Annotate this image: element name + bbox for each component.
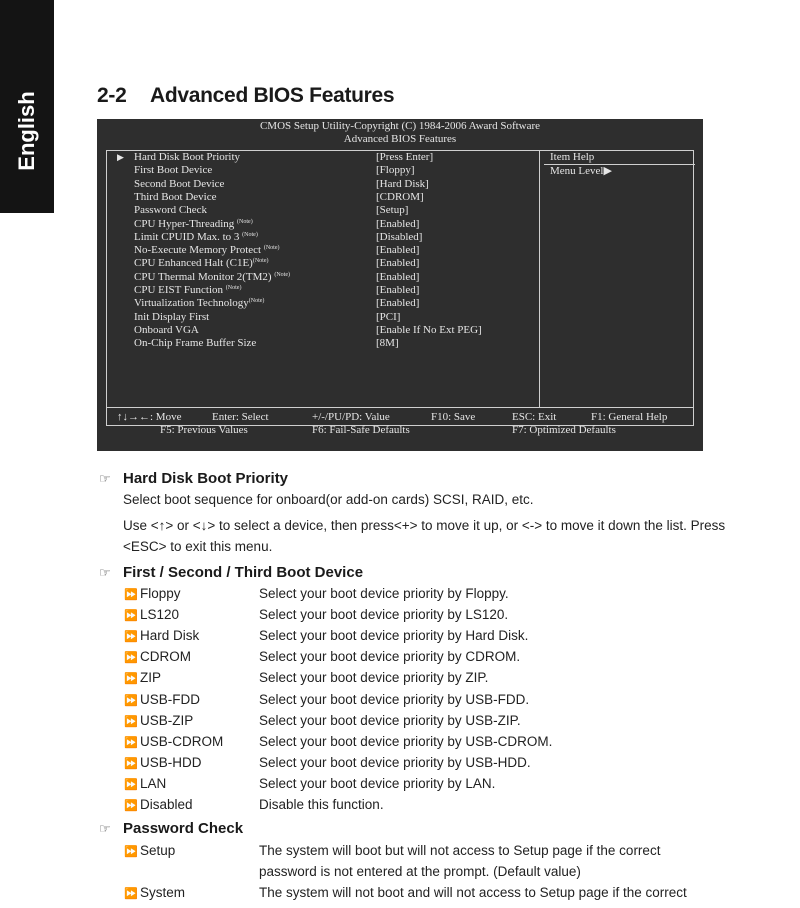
- boot-option: [124, 797, 193, 812]
- hdbp-description: Select boot sequence for onboard(or add-on cards) SCSI, RAID, etc.: [123, 492, 534, 507]
- boot-option-name: LS120: [140, 607, 180, 623]
- bios-help-divider: [539, 150, 540, 408]
- double-arrow-icon: ⏩: [124, 589, 138, 601]
- bios-footer-save: F10: Save: [431, 411, 476, 423]
- bios-item-value: [Enabled]: [376, 297, 420, 310]
- bios-item-label: [134, 271, 290, 284]
- double-arrow-icon: ⏩: [124, 673, 138, 686]
- bios-item-value: [PCI]: [376, 310, 401, 323]
- bios-item-label-text: Third Boot Device: [134, 190, 217, 203]
- boot-option-name: ZIP: [140, 670, 162, 686]
- bios-item-label: [134, 151, 240, 164]
- boot-option-name: Floppy: [140, 586, 181, 601]
- bios-item-label-text: Init Display First: [134, 310, 210, 323]
- bios-item-value: [Enabled]: [376, 270, 420, 283]
- bios-item-note: (Note): [225, 285, 242, 291]
- hdbp-instructions: Use <↑> or <↓> to select a device, then press<+> to move it up, or <-> to move it down the list. Press: [123, 518, 726, 533]
- double-arrow-icon: ⏩: [124, 736, 138, 749]
- bios-item-label-text: On-Chip Frame Buffer Size: [134, 337, 257, 350]
- boot-device-heading-text: First / Second / Third Boot Device: [123, 564, 364, 581]
- bios-item-value: [Enable If No Ext PEG]: [376, 323, 482, 336]
- double-arrow-icon: ⏩: [124, 757, 138, 770]
- boot-option-description: Select your boot device priority by Hard Disk.: [259, 628, 529, 644]
- bios-footer-move: ↑↓→←: Move: [117, 411, 182, 423]
- bios-item-value: [Enabled]: [376, 257, 420, 270]
- bios-item-label-text: CPU Enhanced Halt (C1E): [134, 257, 253, 270]
- bios-item-help-title: Item Help: [550, 151, 595, 163]
- bios-footer-value: +/-/PU/PD: Value: [312, 411, 390, 423]
- boot-option: [124, 670, 161, 685]
- bios-item-note: (Note): [263, 245, 280, 252]
- bios-footer-help: F1: General Help: [591, 411, 668, 423]
- bios-item-label: [134, 284, 241, 297]
- double-arrow-icon: ⏩: [124, 715, 138, 728]
- boot-option-description: Select your boot device priority by USB-ZIP.: [259, 712, 521, 728]
- section-title: Advanced BIOS Features: [150, 84, 395, 107]
- double-arrow-icon: ⏩: [124, 694, 138, 707]
- boot-option: [124, 713, 193, 728]
- bios-item-label-text: CPU Thermal Monitor 2(TM2): [134, 270, 275, 283]
- password-check-heading-text: Password Check: [123, 820, 244, 837]
- boot-option: [124, 755, 202, 770]
- boot-option: [124, 776, 166, 791]
- boot-option-description: Select your boot device priority by ZIP.: [259, 670, 489, 686]
- boot-option: [124, 628, 199, 643]
- bios-item-value: [8M]: [376, 337, 399, 350]
- bios-item-label: [134, 178, 224, 191]
- password-option-name: Setup: [140, 843, 176, 858]
- bios-item-label-text: CPU Hyper-Threading: [134, 217, 238, 230]
- bios-item-label-text: Onboard VGA: [134, 323, 199, 336]
- bios-item-label-text: Virtualization Technology: [134, 297, 249, 310]
- pointing-hand-icon: ☞: [99, 565, 111, 580]
- bios-item-value: [Enabled]: [376, 284, 420, 296]
- bios-item-label-text: No-Execute Memory Protect: [134, 244, 264, 257]
- password-option: [124, 885, 185, 900]
- boot-option: [124, 734, 223, 749]
- language-tab-label: English: [14, 91, 39, 171]
- password-option: [124, 843, 175, 858]
- boot-option-name: USB-FDD: [140, 691, 200, 707]
- bios-item-label-text: First Boot Device: [134, 164, 213, 177]
- bios-item-label: [134, 204, 207, 217]
- boot-option-description: Select your boot device priority by USB-CDROM.: [259, 733, 553, 749]
- boot-option-description: Select your boot device priority by USB-FDD.: [259, 691, 530, 707]
- boot-device-heading: [99, 564, 363, 581]
- bios-item-value: [CDROM]: [376, 190, 424, 203]
- password-option-description: The system will not boot and will not access to Setup page if the correct: [259, 885, 687, 900]
- boot-option: [124, 692, 200, 707]
- bios-header-title: Advanced BIOS Features: [343, 133, 457, 145]
- bios-footer-failsafe: F6: Fail-Safe Defaults: [312, 424, 410, 436]
- double-arrow-icon: ⏩: [124, 631, 138, 644]
- bios-footer-previous: F5: Previous Values: [160, 424, 248, 436]
- double-arrow-icon: ⏩: [124, 846, 138, 858]
- bios-item-note: (Note): [252, 258, 269, 265]
- boot-option-description: Disable this function.: [259, 797, 384, 812]
- boot-option: [124, 649, 191, 664]
- bios-footer-optimized: F7: Optimized Defaults: [512, 424, 616, 436]
- double-arrow-icon: ⏩: [124, 778, 138, 791]
- double-arrow-icon: ⏩: [124, 800, 138, 812]
- bios-item-note: (Note): [237, 218, 253, 225]
- bios-item-label: [134, 324, 199, 337]
- boot-option-name: USB-CDROM: [140, 733, 224, 749]
- bios-item-label: [134, 244, 280, 257]
- bios-item-note: (Note): [274, 271, 291, 278]
- bios-item-value: [Setup]: [376, 204, 409, 217]
- bios-item-value: [Disabled]: [376, 230, 423, 243]
- hdbp-heading-text: Hard Disk Boot Priority: [123, 470, 289, 487]
- selected-arrow-icon: ▶: [117, 152, 124, 162]
- boot-option-name: Hard Disk: [140, 628, 200, 644]
- section-number: 2-2: [97, 84, 127, 107]
- bios-item-label: [134, 297, 264, 310]
- bios-footer-exit: ESC: Exit: [512, 411, 557, 423]
- boot-option-description: Select your boot device priority by USB-HDD.: [259, 754, 531, 770]
- double-arrow-icon: ⏩: [124, 610, 138, 623]
- bios-item-label: [134, 164, 212, 177]
- page-title: [97, 84, 394, 108]
- bios-item-label: [134, 337, 256, 350]
- bios-item-label-text: Limit CPUID Max. to 3: [134, 230, 243, 243]
- boot-option-name: CDROM: [140, 649, 191, 665]
- bios-item-value: [Hard Disk]: [376, 177, 429, 190]
- bios-item-label-text: Second Boot Device: [134, 177, 225, 190]
- boot-option-name: Disabled: [140, 797, 193, 812]
- boot-option: [124, 586, 181, 601]
- boot-option-description: Select your boot device priority by LS120.: [259, 607, 509, 623]
- bios-item-label-text: CPU EIST Function: [134, 284, 226, 296]
- boot-option-description: Select your boot device priority by LAN.: [259, 775, 496, 791]
- bios-header-copyright: CMOS Setup Utility-Copyright (C) 1984-2006 Award Software: [259, 120, 541, 132]
- pointing-hand-icon: ☞: [99, 471, 111, 486]
- bios-item-value: [Enabled]: [376, 244, 420, 257]
- boot-option-description: Select your boot device priority by CDROM.: [259, 649, 521, 665]
- boot-option-description: Select your boot device priority by Floppy.: [259, 586, 509, 601]
- bios-item-value: [Enabled]: [376, 217, 420, 230]
- bios-item-label: [134, 311, 209, 324]
- bios-footer-enter: Enter: Select: [212, 411, 269, 423]
- bios-item-label-text: Hard Disk Boot Priority: [134, 151, 241, 163]
- double-arrow-icon: ⏩: [124, 652, 138, 665]
- pointing-hand-icon: ☞: [99, 821, 111, 836]
- bios-footer-divider: [106, 407, 694, 408]
- password-option-name: System: [140, 885, 186, 900]
- bios-screenshot: [97, 119, 703, 451]
- bios-item-label-text: Password Check: [134, 204, 208, 217]
- hdbp-instructions-cont: <ESC> to exit this menu.: [123, 539, 273, 554]
- bios-item-note: (Note): [242, 231, 258, 238]
- password-check-heading: [99, 820, 243, 837]
- bios-item-value: [Press Enter]: [376, 151, 434, 163]
- boot-option-name: USB-ZIP: [140, 712, 194, 728]
- bios-item-label: [134, 231, 258, 244]
- language-tab: [0, 0, 54, 213]
- bios-menu-level: Menu Level▶: [550, 165, 612, 177]
- bios-item-value: [Floppy]: [376, 164, 415, 177]
- boot-option: [124, 607, 179, 622]
- bios-item-label: [134, 218, 253, 231]
- hdbp-heading: [99, 470, 288, 487]
- bios-item-label: [134, 191, 216, 204]
- bios-item-label: [134, 257, 269, 270]
- boot-option-name: USB-HDD: [140, 754, 202, 770]
- bios-item-note: (Note): [248, 298, 265, 305]
- double-arrow-icon: ⏩: [124, 888, 138, 900]
- boot-option-name: LAN: [140, 775, 167, 791]
- password-option-description: The system will boot but will not access to Setup page if the correct: [259, 843, 661, 858]
- password-option-description-cont: password is not entered at the prompt. (Default value): [259, 864, 581, 879]
